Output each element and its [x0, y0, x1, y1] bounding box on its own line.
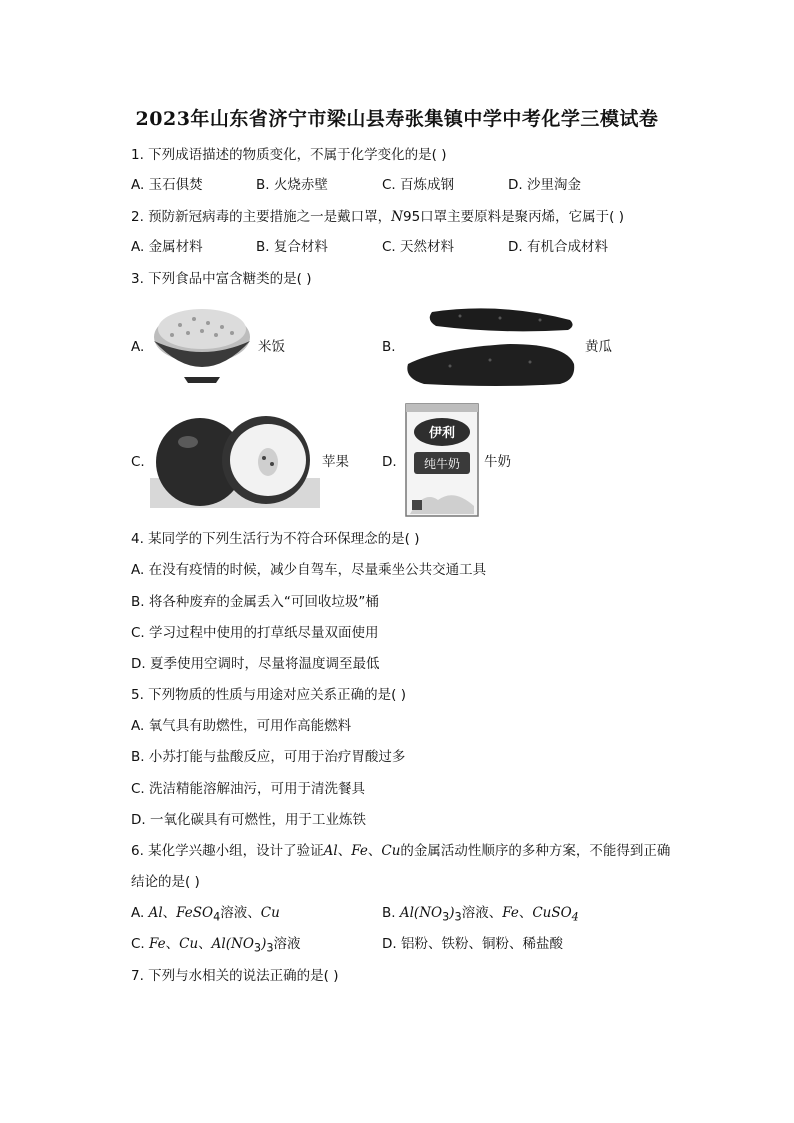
q3-option-c-letter: C. [131, 454, 145, 470]
rice-bowl-image [150, 303, 254, 385]
apple-image [150, 410, 320, 508]
q6-option-d: D. 铝粉、铁粉、铜粉、稀盐酸 [382, 936, 563, 952]
q6-option-a: A. Al、FeSO$_4$溶液、Cu [131, 905, 280, 924]
q3-option-c-label: 苹果 [322, 454, 349, 470]
q6-option-c: C. Fe、Cu、$Al(NO_3)_3$溶液 [131, 936, 301, 955]
q2-option-d: D. 有机合成材料 [508, 239, 608, 255]
question-1-stem: 1. 下列成语描述的物质变化，不属于化学变化的是( ) [131, 147, 447, 163]
q4-option-d: D. 夏季使用空调时，尽量将温度调至最低 [131, 656, 380, 672]
question-5-stem: 5. 下列物质的性质与用途对应关系正确的是( ) [131, 687, 406, 703]
question-3-stem: 3. 下列食品中富含糖类的是( ) [131, 271, 312, 287]
q6-option-b: B. $Al(NO_3)_3$溶液、Fe、CuSO$_4$ [382, 905, 579, 924]
q5-option-b: B. 小苏打能与盐酸反应，可用于治疗胃酸过多 [131, 749, 406, 765]
q3-option-d-label: 牛奶 [484, 454, 511, 470]
q3-option-a-label: 米饭 [258, 339, 285, 355]
question-6-stem: 6. 某化学兴趣小组，设计了验证Al、Fe、Cu的金属活动性顺序的多种方案，不能得到正确 [131, 843, 671, 859]
q2-option-a: A. 金属材料 [131, 239, 203, 255]
q3-option-a-letter: A. [131, 339, 145, 355]
q3-option-d-letter: D. [382, 454, 397, 470]
page-title: 2023年山东省济宁市梁山县寿张集镇中学中考化学三模试卷 [135, 108, 659, 130]
q3-option-b-letter: B. [382, 339, 396, 355]
q4-option-a: A. 在没有疫情的时候，减少自驾车，尽量乘坐公共交通工具 [131, 562, 487, 578]
milk-brand-text: 伊利 [428, 426, 456, 441]
milk-carton-image [404, 402, 480, 518]
q1-option-a: A. 玉石俱焚 [131, 177, 203, 193]
q4-option-b: B. 将各种废弃的金属丢入“可回收垃圾”桶 [131, 594, 379, 610]
question-4-stem: 4. 某同学的下列生活行为不符合环保理念的是( ) [131, 531, 420, 547]
question-6-stem-line2: 结论的是( ) [131, 874, 200, 890]
milk-product-text: 纯牛奶 [423, 457, 461, 471]
q4-option-c: C. 学习过程中使用的打草纸尽量双面使用 [131, 625, 379, 641]
question-2-stem: 2. 预防新冠病毒的主要措施之一是戴口罩，N95口罩主要原料是聚丙烯，它属于( ) [131, 209, 624, 225]
q1-option-b: B. 火烧赤壁 [256, 177, 328, 193]
q5-option-a: A. 氧气具有助燃性，可用作高能燃料 [131, 718, 352, 734]
q2-option-c: C. 天然材料 [382, 239, 455, 255]
cucumber-image [400, 300, 582, 390]
q5-option-c: C. 洗洁精能溶解油污，可用于清洗餐具 [131, 781, 366, 797]
q2-option-b: B. 复合材料 [256, 239, 328, 255]
q1-option-c: C. 百炼成钢 [382, 177, 455, 193]
question-7-stem: 7. 下列与水相关的说法正确的是( ) [131, 968, 339, 984]
q5-option-d: D. 一氧化碳具有可燃性，用于工业炼铁 [131, 812, 366, 828]
q3-option-b-label: 黄瓜 [585, 339, 612, 355]
q1-option-d: D. 沙里淘金 [508, 177, 581, 193]
